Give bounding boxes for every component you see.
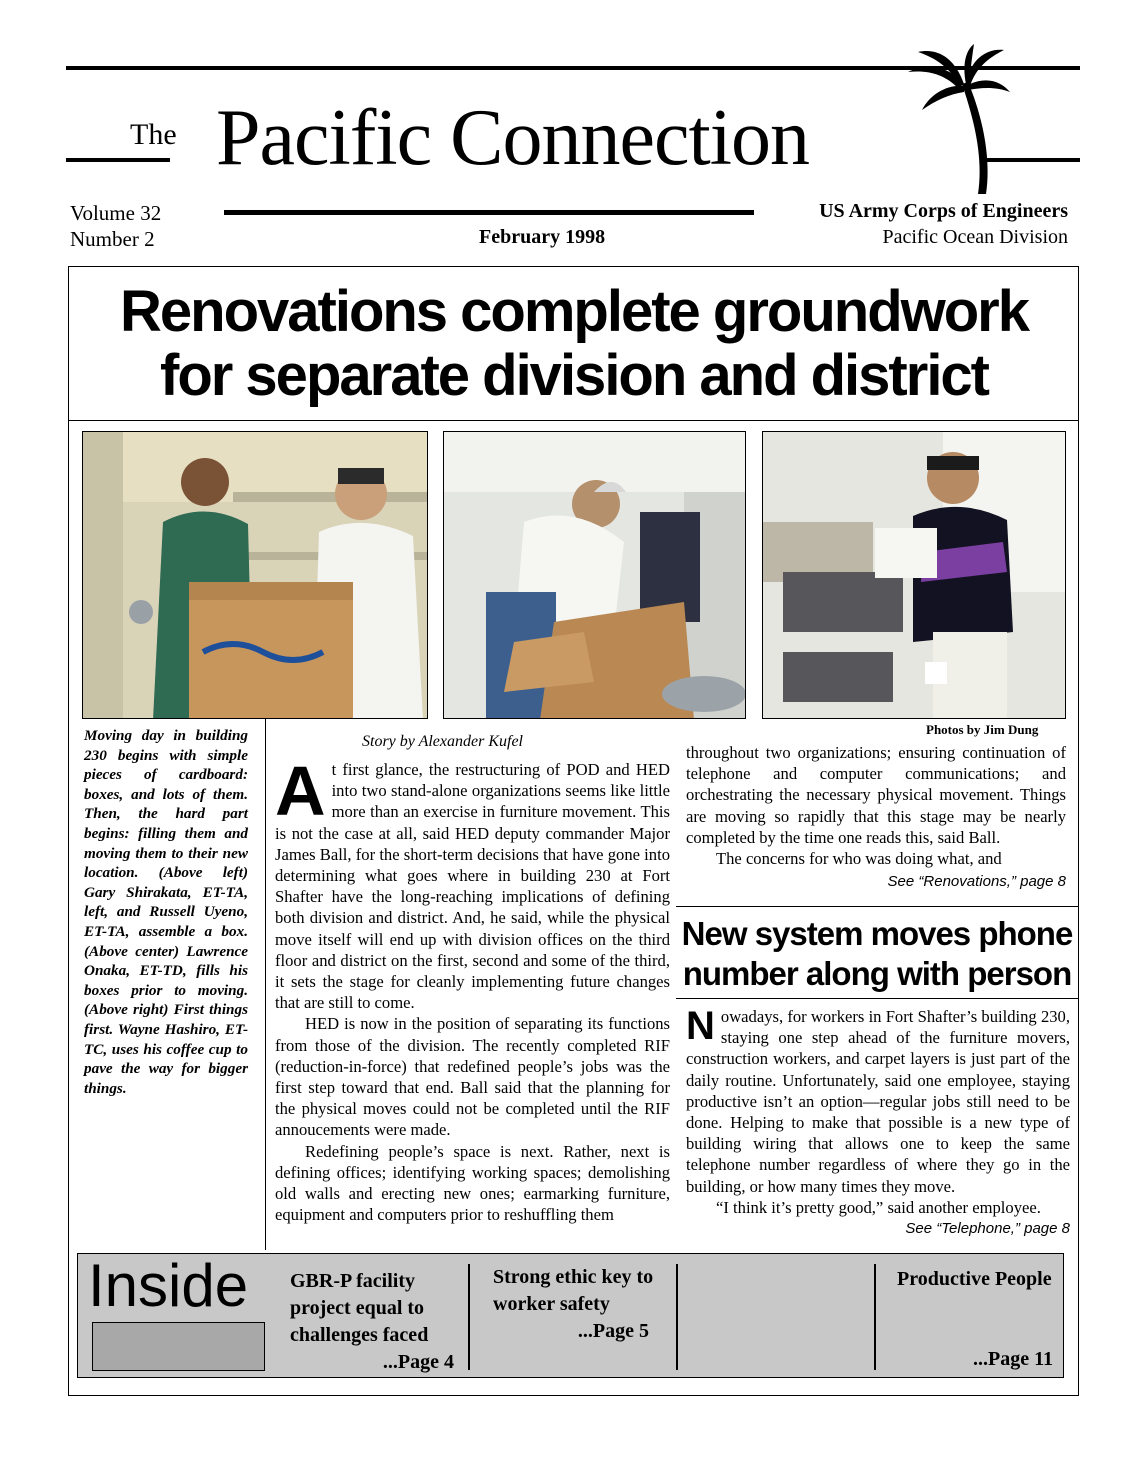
main-story-column-2 bbox=[686, 742, 1066, 892]
volume: Volume 32 bbox=[70, 201, 162, 225]
number: Number 2 bbox=[70, 227, 155, 251]
inside-separator-3 bbox=[874, 1264, 876, 1370]
main-story-paragraph-2: HED is now in the position of separating its functions from those of the division. The recently completed RIF (reduction-in-force) that redefined people’s jobs was the first step toward that end. Ball said that the planning for the physical moves could not be completed until the RIF annoucements were made. bbox=[275, 1014, 670, 1140]
second-story-paragraph-2: “I think it’s pretty good,” said another employee. bbox=[716, 1197, 1041, 1217]
photo-credit: Photos by Jim Dung bbox=[926, 722, 1039, 737]
second-story-body bbox=[686, 1006, 1070, 1239]
inside-item-1[interactable] bbox=[290, 1268, 460, 1376]
telephone-continued: See “Telephone,” page 8 bbox=[905, 1220, 1070, 1238]
second-headline bbox=[680, 914, 1074, 994]
main-story-column-1 bbox=[275, 752, 670, 1225]
inside-item-1-title: GBR-P facility project equal to challenges faced bbox=[290, 1270, 429, 1346]
second-story-top-rule bbox=[676, 906, 1079, 907]
inside-separator-2 bbox=[676, 1264, 678, 1370]
inside-item-2-title: Strong ethic key to worker safety bbox=[493, 1266, 654, 1315]
inside-item-1-page: ...Page 4 bbox=[382, 1351, 454, 1373]
inside-item-3[interactable] bbox=[897, 1266, 1057, 1373]
main-headline-line-1: Renovations complete groundwork bbox=[120, 279, 1028, 344]
masthead-date-rule bbox=[224, 210, 754, 215]
caption-column-rule bbox=[265, 718, 266, 1250]
inside-separator-1 bbox=[468, 1264, 470, 1370]
inside-item-2[interactable] bbox=[493, 1264, 663, 1345]
drop-cap-n: N bbox=[686, 1004, 715, 1048]
inside-item-2-page: ...Page 5 bbox=[577, 1320, 649, 1342]
palm-tree-icon bbox=[900, 44, 1010, 196]
second-headline-line-2: number along with person bbox=[682, 955, 1072, 992]
main-story-paragraph-5: The concerns for who was doing what, and bbox=[716, 849, 1002, 869]
photo-left bbox=[82, 431, 428, 719]
byline: Story by Alexander Kufel bbox=[362, 733, 523, 750]
inside-item-3-page: ...Page 11 bbox=[973, 1348, 1053, 1370]
inside-title: Inside bbox=[88, 1252, 249, 1319]
headline-bottom-rule bbox=[68, 420, 1079, 421]
main-headline-line-2: for separate division and district bbox=[160, 343, 988, 408]
second-headline-line-1: New system moves phone bbox=[681, 915, 1073, 952]
issue-date: February 1998 bbox=[479, 226, 606, 248]
renovations-continued: See “Renovations,” page 8 bbox=[887, 873, 1066, 891]
drop-cap-a: A bbox=[275, 752, 326, 830]
main-story-paragraph-3: Redefining people’s space is next. Rather, next is defining offices; identifying working spaces; demolishing old walls and erecting new ones; earmarking furniture, equipment and computers prior to reshuffling them bbox=[275, 1141, 670, 1225]
main-story-paragraph-4: throughout two organizations; ensuring continuation of telephone and computer communications; and orchestrating the necessary physical movement. Things are moving so rapidly that this stage may be nearly completed by the time one reads this, said Ball. bbox=[686, 743, 1066, 847]
volume-number bbox=[70, 200, 161, 252]
main-story-paragraph-1: At first glance, the restructuring of POD and HED into two stand-alone organizations seems like little more than an exercise in furniture movement. This is not the case at all, said HED deputy commander Major James Ball, for the short-term decisions that have gone into determining what goes where in building 230 at Fort Shafter have the long-reaching implications of defining both division and district. And, he said, while the physical move itself will end up with division offices on the third floor and district on the first, second and some of the third, it sets the stage for cleanly implementing future changes that are still to come. bbox=[275, 752, 670, 1013]
second-story-headline-rule bbox=[676, 998, 1079, 999]
inside-graphic-block bbox=[92, 1322, 265, 1371]
masthead-title: Pacific Connection bbox=[216, 94, 809, 182]
org-line-2: Pacific Ocean Division bbox=[882, 226, 1068, 248]
second-story-paragraph-1: Nowadays, for workers in Fort Shafter’s building 230, staying one step ahead of the furniture movers, construction workers, and carpet layers is just part of the daily routine. Unfortunately, said one employee, staying productive isn’t an option—regular jobs still need to be done. Helping to make that possible is a new type of building wiring that allows one to keep the same telephone number regardless of where they go in the building, or how many times they move. bbox=[686, 1004, 1070, 1196]
photo-caption: Moving day in building 230 begins with simple pieces of cardboard: boxes, and lots of them. Then, the hard part begins: filling them and moving them to their new location. (Above left) Gary Shirakata, ET-TA, left, and Russell Uyeno, ET-TA, assemble a box. (Above center) Lawrence Onaka, ET-TD, fills his boxes prior to moving. (Above right) First things first. Wayne Hashiro, ET-TC, uses his coffee cup to pave the way for bigger things. bbox=[84, 727, 248, 1097]
photo-center bbox=[443, 431, 746, 719]
masthead-the: The bbox=[130, 118, 177, 151]
masthead-left-rule bbox=[66, 158, 170, 162]
main-headline bbox=[70, 280, 1078, 408]
org-line-1: US Army Corps of Engineers bbox=[819, 200, 1068, 222]
photo-right bbox=[762, 431, 1066, 719]
inside-item-3-title: Productive People bbox=[897, 1268, 1052, 1290]
